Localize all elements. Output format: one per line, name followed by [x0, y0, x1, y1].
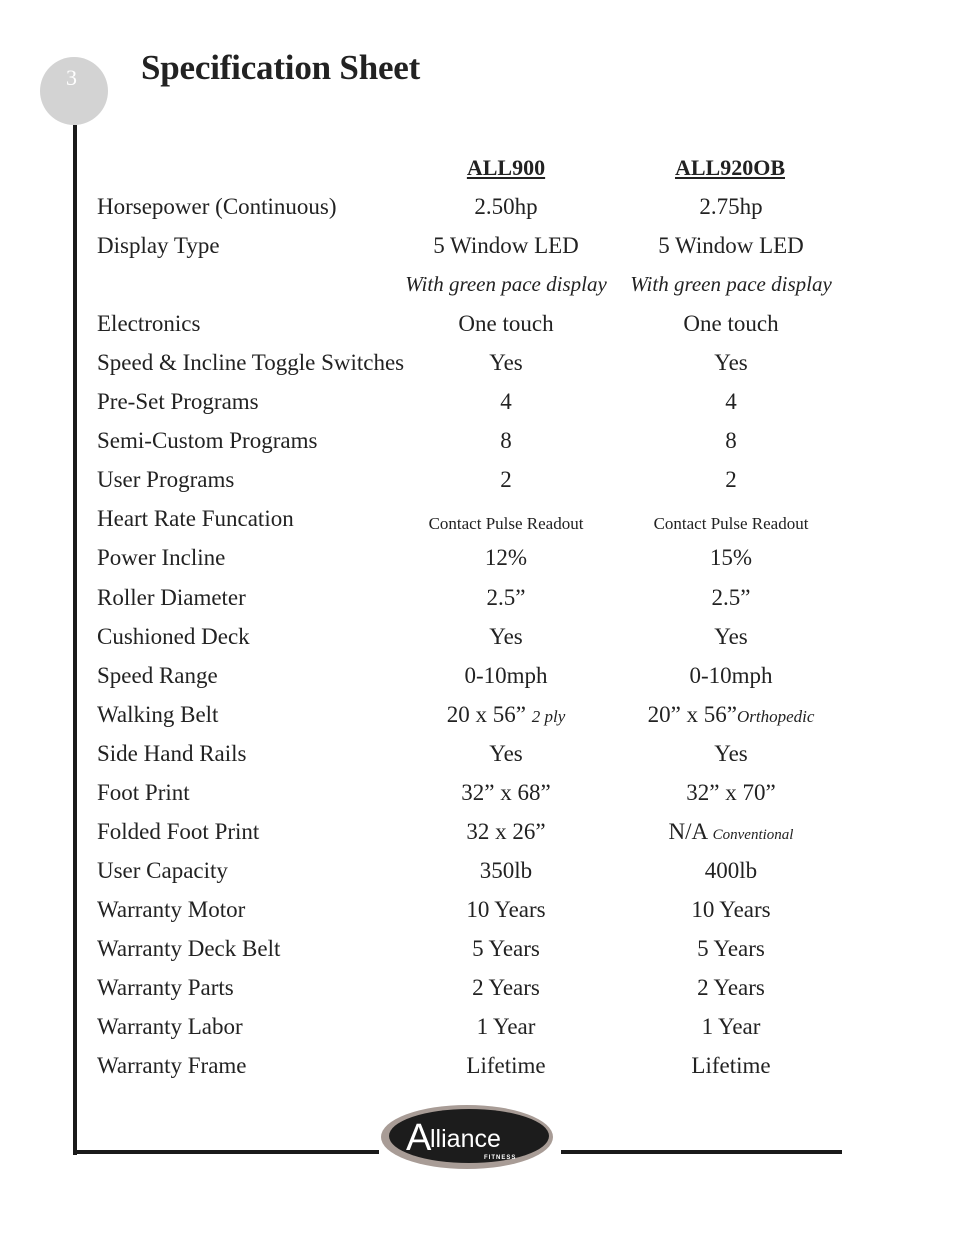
spec-label: Folded Foot Print: [97, 818, 260, 844]
spec-value-all920ob: 2 Years: [697, 975, 765, 1000]
spec-row: [0, 1014, 954, 1053]
spec-label: Speed Range: [97, 662, 218, 688]
spec-value-all920ob: 2.5”: [711, 584, 751, 610]
spec-label: Warranty Parts: [97, 975, 234, 1000]
spec-row: [0, 467, 954, 506]
spec-value-all900: 0-10mph: [464, 662, 548, 688]
spec-row: [0, 194, 954, 233]
spec-row: [0, 585, 954, 624]
spec-value-all900: 32” x 68”: [461, 779, 551, 805]
svg-text:FITNESS: FITNESS: [484, 1155, 517, 1161]
spec-value-all900: 2: [500, 467, 512, 493]
spec-label: Warranty Labor: [97, 1014, 243, 1040]
spec-row: [0, 311, 954, 350]
spec-label: Foot Print: [97, 779, 190, 805]
spec-value-all900: 5 Window LED: [433, 233, 579, 259]
spec-label: Warranty Deck Belt: [97, 935, 281, 961]
spec-value-all900: 4: [500, 389, 512, 415]
spec-value-all920ob: 15%: [709, 545, 753, 571]
spec-label: Speed & Incline Toggle Switches: [97, 350, 405, 376]
spec-value-all900: Yes: [489, 350, 523, 376]
page-number-badge: [40, 57, 108, 125]
spec-row: [0, 936, 954, 975]
spec-row: [0, 624, 954, 663]
spec-value-all900: 1 Year: [476, 1014, 536, 1040]
spec-value-all920ob: 2: [725, 467, 737, 493]
spec-label: Warranty Motor: [97, 896, 246, 922]
spec-value-all920ob: One touch: [683, 311, 779, 337]
spec-value-all900: 2.50hp: [474, 194, 538, 219]
spec-value-all900: One touch: [458, 311, 554, 337]
spec-row: [0, 233, 954, 272]
spec-label: Display Type: [97, 233, 220, 259]
svg-text:lliance: lliance: [430, 1125, 501, 1153]
spec-label: User Capacity: [97, 857, 228, 883]
spec-row: [0, 1053, 954, 1092]
spec-label: Heart Rate Funcation: [97, 506, 294, 532]
spec-label: Horsepower (Continuous): [97, 194, 337, 219]
bottom-rule-left: [73, 1150, 379, 1154]
spec-value-all920ob: With green pace display: [630, 272, 832, 297]
spec-value-all920ob: 32” x 70”: [686, 779, 776, 805]
spec-value-all900: 350lb: [479, 857, 533, 883]
spec-value-all900: Yes: [489, 740, 523, 766]
spec-value-main: N/A: [668, 818, 707, 844]
spec-value-all920ob: 0-10mph: [689, 662, 773, 688]
spec-value-all900: Yes: [489, 623, 523, 649]
spec-value-all920ob: [616, 819, 846, 845]
spec-value-all900: 2 Years: [472, 975, 540, 1000]
spec-row: [0, 545, 954, 584]
spec-value-all920ob: 10 Years: [691, 896, 771, 922]
spec-row: [0, 506, 954, 545]
spec-row: [0, 897, 954, 936]
spec-value-all900: 2.5”: [486, 584, 526, 610]
spec-value-all900: 8: [500, 428, 512, 454]
spec-value-all900: Lifetime: [466, 1053, 546, 1079]
spec-value-all920ob: 5 Years: [697, 935, 765, 961]
spec-value-all920ob: Yes: [714, 623, 748, 649]
column-header-all920ob: ALL920OB: [674, 155, 786, 180]
spec-value-all920ob: 8: [725, 428, 737, 454]
spec-row: [0, 819, 954, 858]
spec-value-note: Orthopedic: [736, 706, 815, 726]
spec-value-all900: Contact Pulse Readout: [428, 514, 584, 534]
spec-value-all920ob: Yes: [714, 350, 748, 376]
column-header-all900: ALL900: [466, 155, 546, 180]
spec-label: Walking Belt: [97, 701, 219, 727]
spec-label: Semi-Custom Programs: [97, 428, 318, 454]
spec-value-all920ob: 5 Window LED: [658, 233, 804, 259]
spec-label: Electronics: [97, 311, 201, 337]
spec-value-all900: 5 Years: [472, 935, 540, 961]
spec-row: [0, 389, 954, 428]
spec-row: [0, 272, 954, 311]
spec-value-all920ob: Yes: [714, 740, 748, 766]
spec-row: [0, 350, 954, 389]
page-number: 3: [66, 65, 77, 90]
bottom-rule-right: [561, 1150, 842, 1154]
page-title: Specification Sheet: [141, 48, 421, 87]
spec-label: Power Incline: [97, 545, 226, 571]
spec-value-all920ob: 4: [725, 389, 737, 415]
spec-label: Roller Diameter: [97, 584, 246, 610]
spec-value-all920ob: Lifetime: [691, 1053, 771, 1079]
spec-row: [0, 858, 954, 897]
spec-label: Side Hand Rails: [97, 740, 247, 766]
spec-label: Cushioned Deck: [97, 623, 250, 649]
spec-value-all920ob: 400lb: [704, 857, 758, 883]
spec-value-note: Conventional: [712, 826, 794, 843]
alliance-fitness-logo: [380, 1104, 554, 1170]
spec-row: [0, 702, 954, 741]
spec-label: User Programs: [97, 467, 235, 493]
spec-value-all900: 10 Years: [466, 896, 546, 922]
spec-value-all920ob: [616, 702, 846, 728]
spec-value-all900: [391, 702, 621, 728]
spec-value-all900: With green pace display: [405, 272, 607, 297]
spec-row: [0, 741, 954, 780]
spec-value-main: 20 x 56”: [446, 701, 526, 727]
spec-row: [0, 975, 954, 1014]
svg-text:A: A: [406, 1117, 432, 1159]
spec-value-all920ob: 1 Year: [701, 1014, 761, 1040]
spec-row: [0, 780, 954, 819]
spec-row: [0, 663, 954, 702]
spec-value-all900: 12%: [484, 545, 528, 571]
spec-value-main: 20” x 56”: [647, 701, 737, 727]
spec-row: [0, 428, 954, 467]
spec-value-all900: 32 x 26”: [466, 818, 546, 844]
spec-value-all920ob: 2.75hp: [699, 194, 763, 219]
spec-value-note: 2 ply: [531, 706, 566, 726]
spec-value-all920ob: Contact Pulse Readout: [653, 514, 809, 534]
spec-label: Pre-Set Programs: [97, 389, 259, 415]
spec-label: Warranty Frame: [97, 1053, 247, 1079]
